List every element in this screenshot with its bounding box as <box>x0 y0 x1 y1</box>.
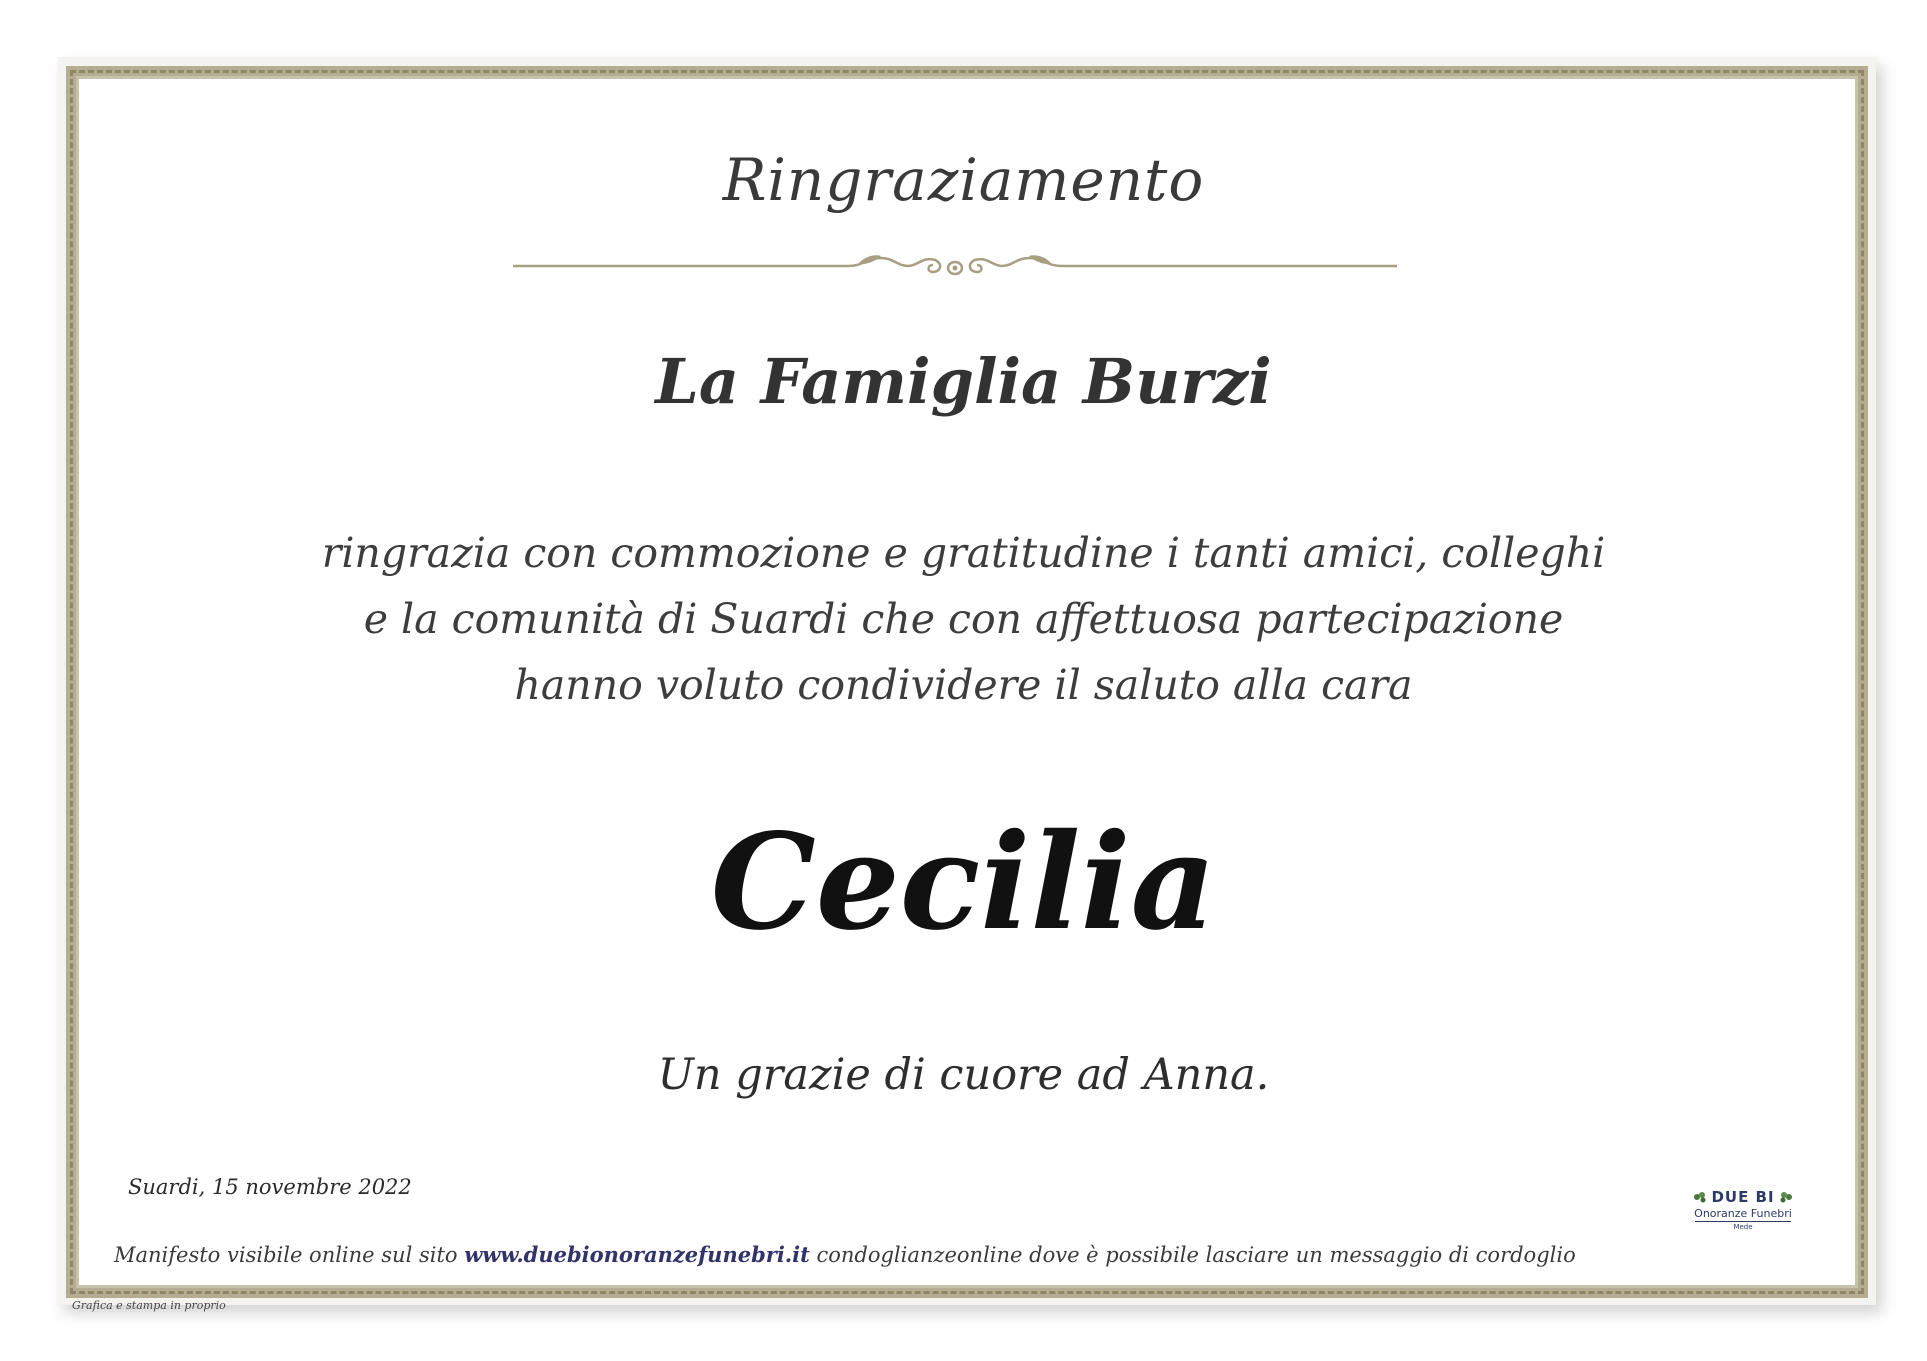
place-date: Suardi, 15 novembre 2022 <box>128 1175 412 1199</box>
funeral-home-logo <box>1678 1188 1808 1248</box>
logo-city: Mede <box>1733 1223 1753 1231</box>
notice-title: Ringraziamento <box>722 146 1205 214</box>
personal-thanks: Un grazie di cuore ad Anna. <box>657 1050 1270 1100</box>
leaf-ornament-icon <box>1779 1191 1793 1203</box>
family-name: La Famiglia Burzi <box>655 345 1272 418</box>
footer-text-before: Manifesto visibile online sul sito <box>114 1243 465 1267</box>
logo-divider <box>1695 1221 1791 1222</box>
flourish-divider-icon <box>513 246 1397 286</box>
footer-note <box>114 1242 1576 1267</box>
deceased-name: Cecilia <box>710 805 1217 960</box>
leaf-ornament-icon <box>1693 1191 1707 1203</box>
print-credits: Grafica e stampa in proprio <box>72 1299 226 1312</box>
logo-name: DUE BI <box>1711 1188 1775 1206</box>
message-line: hanno voluto condividere il saluto alla cara <box>514 661 1413 709</box>
message-line: e la comunità di Suardi che con affettuosa partecipazione <box>363 595 1564 643</box>
footer-text-after: condoglianzeonline dove è possibile lasciare un messaggio di cordoglio <box>809 1243 1576 1267</box>
logo-subtitle: Onoranze Funebri <box>1694 1207 1792 1220</box>
message-line: ringrazia con commozione e gratitudine i tanti amici, colleghi <box>321 529 1606 577</box>
thanks-message <box>0 520 1927 718</box>
website-link[interactable]: www.duebionoranzefunebri.it <box>464 1242 810 1267</box>
